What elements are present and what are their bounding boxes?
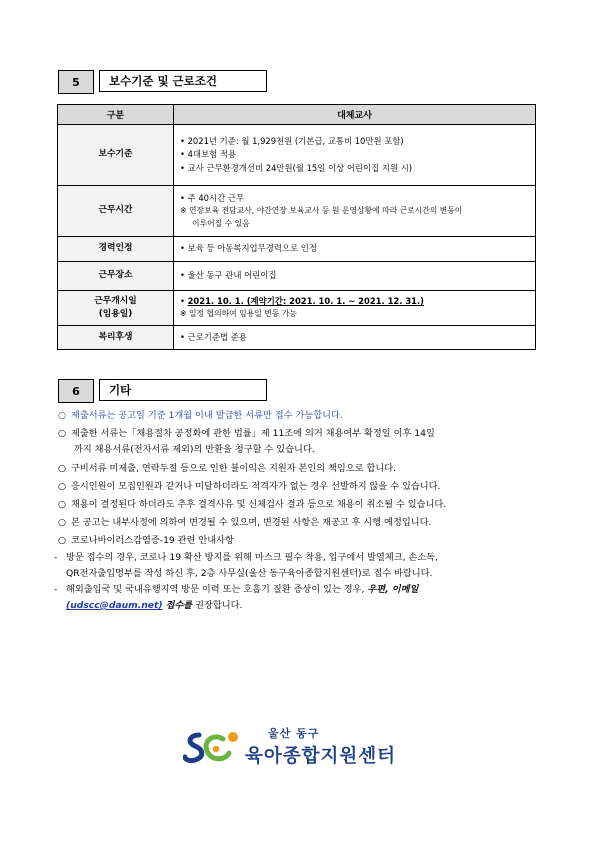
list-item	[58, 464, 543, 473]
row-label-line: 근무개시일	[94, 295, 137, 306]
value-line: • 근로기준법 준용	[180, 331, 247, 342]
circle-bullet: ○	[58, 428, 67, 440]
section-title: 보수기준 및 근로조건	[99, 70, 267, 92]
value-line: • 주 40시간 근무	[180, 193, 245, 204]
table-row	[58, 186, 536, 237]
table-header-row	[58, 105, 536, 125]
row-label-line: (임용일)	[98, 309, 133, 319]
value-line: • 보육 등 아동복지업무경력으로 인정	[180, 243, 317, 254]
circle-bullet: ○	[58, 517, 67, 529]
table-row	[58, 237, 536, 262]
section-5-header	[58, 70, 267, 94]
list-item	[58, 411, 543, 420]
notice-continuation: 까지 채용서류(전자서류 제외)의 반환을 청구할 수 있습니다.	[74, 444, 315, 456]
notices-list	[54, 410, 543, 614]
dash-text-line	[66, 582, 418, 598]
notice-text: 응시인원이 모집인원과 같거나 미달하더라도 적격자가 없는 경우 선발하지 않을 수 있습니다.	[71, 480, 441, 492]
value-line	[180, 295, 529, 308]
list-item	[58, 500, 543, 509]
row-value	[174, 237, 536, 262]
dash-item	[54, 582, 543, 614]
center-logo	[183, 725, 396, 768]
dash-bullet: -	[54, 583, 58, 595]
list-item	[58, 429, 543, 438]
row-value	[174, 186, 536, 237]
section-number: 6	[58, 379, 94, 403]
dash-emphasis: 접수를	[165, 599, 193, 611]
value-note: ※ 연장보육 전담교사, 야간연장 보육교사 등 원 운영상황에 따라 근로시간의 변동이	[180, 206, 463, 216]
row-value	[174, 291, 536, 326]
logo-subtitle: 울산 동구	[268, 727, 320, 740]
notice-text: 본 공고는 내부사정에 의하여 변경될 수 있으며, 변경된 사항은 재공고 후 시행 예정입니다.	[71, 517, 432, 529]
dash-emphasis: 우편, 이메일	[367, 583, 419, 595]
notice-text: 채용이 결정된다 하더라도 추후 결격사유 및 신체검사 결과 등으로 채용이 취소될 수 있습니다.	[71, 499, 447, 511]
dash-text: 권장합니다.	[195, 599, 243, 611]
list-item	[58, 518, 543, 527]
circle-bullet: ○	[58, 480, 67, 492]
value-line: • 2021년 기준: 월 1,929천원 (기본급, 교통비 10만원 포함)	[180, 136, 404, 147]
notice-text: 구비서류 미제출, 연락두절 등으로 인한 불이익은 지원자 본인의 책임으로 합니다.	[71, 462, 397, 474]
section-title: 기타	[99, 379, 267, 401]
dash-text-line	[66, 598, 418, 614]
notice-text: 코로나바이러스감염증-19 관련 안내사항	[71, 535, 234, 547]
row-label	[58, 291, 174, 326]
row-value	[174, 326, 536, 350]
table-row	[58, 125, 536, 186]
dash-text: 해외출입국 및 국내유행지역 방문 이력 또는 호흡기 질환 증상이 있는 경우,	[66, 583, 365, 595]
column-header: 구분	[58, 105, 174, 125]
conditions-table	[57, 104, 536, 350]
notice-text: 제출한 서류는「채용절차 공정화에 관한 법률」제 11조에 의거 채용여부 확정일 이후 14일	[71, 428, 435, 440]
value-line: • 4대보험 적용	[180, 149, 237, 160]
row-label: 보수기준	[58, 125, 174, 186]
value-note-cont: 이루어질 수 있음	[192, 218, 250, 228]
dash-text: 방문 접수의 경우, 코로나 19 확산 방지를 위해 마스크 필수 착용, 입구에서 발열체크, 손소독,	[66, 551, 438, 563]
circle-bullet: ○	[58, 410, 67, 421]
dash-item	[54, 550, 543, 582]
email-link[interactable]: (udscc@daum.net)	[66, 599, 163, 611]
row-label: 근무시간	[58, 186, 174, 237]
row-label: 근무장소	[58, 262, 174, 291]
list-item	[58, 482, 543, 491]
row-value	[174, 262, 536, 291]
center-logo-icon	[183, 727, 241, 767]
logo-title: 육아종합지원센터	[245, 746, 396, 767]
section-6-header	[58, 379, 267, 403]
bullet: •	[180, 296, 188, 307]
section-number: 5	[58, 70, 94, 94]
list-item	[58, 536, 543, 545]
column-header: 대체교사	[174, 105, 536, 125]
row-value	[174, 125, 536, 186]
value-line: • 교사 근무환경개선비 24만원(월 15일 이상 어린이집 지원 시)	[180, 162, 413, 173]
dash-text: QR전자출입명부를 작성 하신 후, 2층 사무실(울산 동구육아종합지원센터)로 접수 바랍니다.	[66, 567, 433, 579]
logo-text	[245, 725, 396, 768]
notice-text: 제출서류는 공고일 기준 1개월 이내 발급한 서류만 접수 가능합니다.	[71, 410, 343, 421]
table-row	[58, 262, 536, 291]
contract-period: 2021. 10. 1. (계약기간: 2021. 10. 1. ~ 2021. 12. 31.)	[187, 296, 424, 307]
row-label: 복리후생	[58, 326, 174, 350]
table-row	[58, 291, 536, 326]
circle-bullet: ○	[58, 499, 67, 511]
circle-bullet: ○	[58, 462, 67, 474]
circle-bullet: ○	[58, 535, 67, 547]
dash-bullet: -	[54, 551, 58, 563]
value-note: ※ 일정 협의하여 임용일 변동 가능	[180, 309, 297, 319]
row-label: 경력인정	[58, 237, 174, 262]
value-line: • 울산 동구 관내 어린이집	[180, 270, 277, 281]
table-row	[58, 326, 536, 350]
